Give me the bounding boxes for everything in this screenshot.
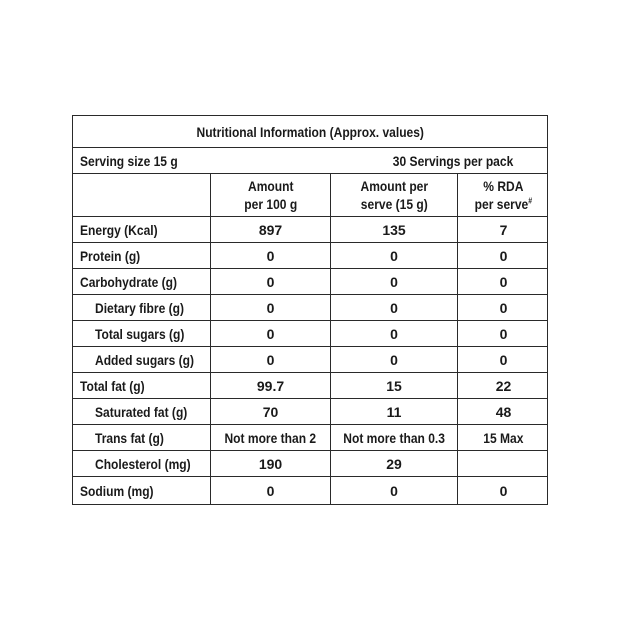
value-rda: 0 <box>499 482 508 499</box>
table-row <box>73 243 547 269</box>
table-row <box>73 347 547 373</box>
row-label: Total sugars (g) <box>95 325 185 342</box>
value-per-serve: 15 <box>386 377 402 394</box>
value-rda: 15 Max <box>483 429 524 446</box>
header-per-100g: Amount per 100 g <box>210 174 330 216</box>
value-per-serve: 0 <box>390 482 398 499</box>
value-per-100g: 70 <box>262 403 279 420</box>
value-per-100g: 99.7 <box>256 377 285 394</box>
value-per-serve: 135 <box>382 221 406 238</box>
row-label: Carbohydrate (g) <box>80 273 178 290</box>
value-per-100g: 0 <box>266 351 275 368</box>
row-label: Protein (g) <box>80 247 141 264</box>
table-title: Nutritional Information (Approx. values) <box>196 124 424 140</box>
serving-size: Serving size 15 g <box>80 153 178 169</box>
value-rda: 48 <box>495 403 512 420</box>
table-title-row <box>73 116 547 148</box>
value-rda: 22 <box>495 377 512 394</box>
table-row <box>73 269 547 295</box>
value-per-serve: 0 <box>390 247 398 264</box>
value-per-serve: 0 <box>390 273 398 290</box>
value-per-100g: 0 <box>266 247 275 264</box>
header-blank-cell <box>73 174 210 216</box>
row-label: Sodium (mg) <box>80 482 154 499</box>
value-per-serve: 0 <box>390 351 398 368</box>
table-row <box>73 295 547 321</box>
value-rda: 0 <box>499 325 508 342</box>
column-header-row <box>73 174 547 217</box>
value-per-serve: 0 <box>390 325 398 342</box>
header-per-serve: Amount per serve (15 g) <box>330 174 457 216</box>
row-label: Trans fat (g) <box>95 429 164 446</box>
value-per-100g: 0 <box>266 482 275 499</box>
table-row <box>73 373 547 399</box>
table-row <box>73 425 547 451</box>
row-label: Cholesterol (mg) <box>95 455 191 472</box>
value-rda: 0 <box>499 247 508 264</box>
table-row <box>73 217 547 243</box>
value-rda: 7 <box>499 221 508 238</box>
value-rda: 0 <box>499 351 508 368</box>
value-per-serve: 0 <box>390 299 398 316</box>
serving-info-row <box>73 148 547 174</box>
table-row <box>73 399 547 425</box>
value-per-serve: 11 <box>386 403 402 420</box>
header-rda: % RDA per serve# <box>457 174 549 216</box>
value-per-100g: 0 <box>266 325 275 342</box>
row-label: Saturated fat (g) <box>95 403 188 420</box>
table-row <box>73 451 547 477</box>
nutrition-table <box>72 115 548 505</box>
value-per-100g: 897 <box>258 221 283 238</box>
value-per-100g: Not more than 2 <box>224 429 317 446</box>
value-per-100g: 190 <box>258 455 283 472</box>
table-row <box>73 321 547 347</box>
value-per-serve: Not more than 0.3 <box>343 429 445 446</box>
servings-per-pack: 30 Servings per pack <box>392 153 514 169</box>
row-label: Total fat (g) <box>80 377 145 394</box>
table-row <box>73 477 547 504</box>
value-per-100g: 0 <box>266 273 275 290</box>
row-label: Energy (Kcal) <box>80 221 158 238</box>
row-label: Dietary fibre (g) <box>95 299 184 316</box>
value-per-100g: 0 <box>266 299 275 316</box>
value-per-serve: 29 <box>386 455 402 472</box>
value-rda: 0 <box>499 273 508 290</box>
value-rda: 0 <box>499 299 508 316</box>
rda-footnote-mark: # <box>528 196 533 206</box>
row-label: Added sugars (g) <box>95 351 195 368</box>
